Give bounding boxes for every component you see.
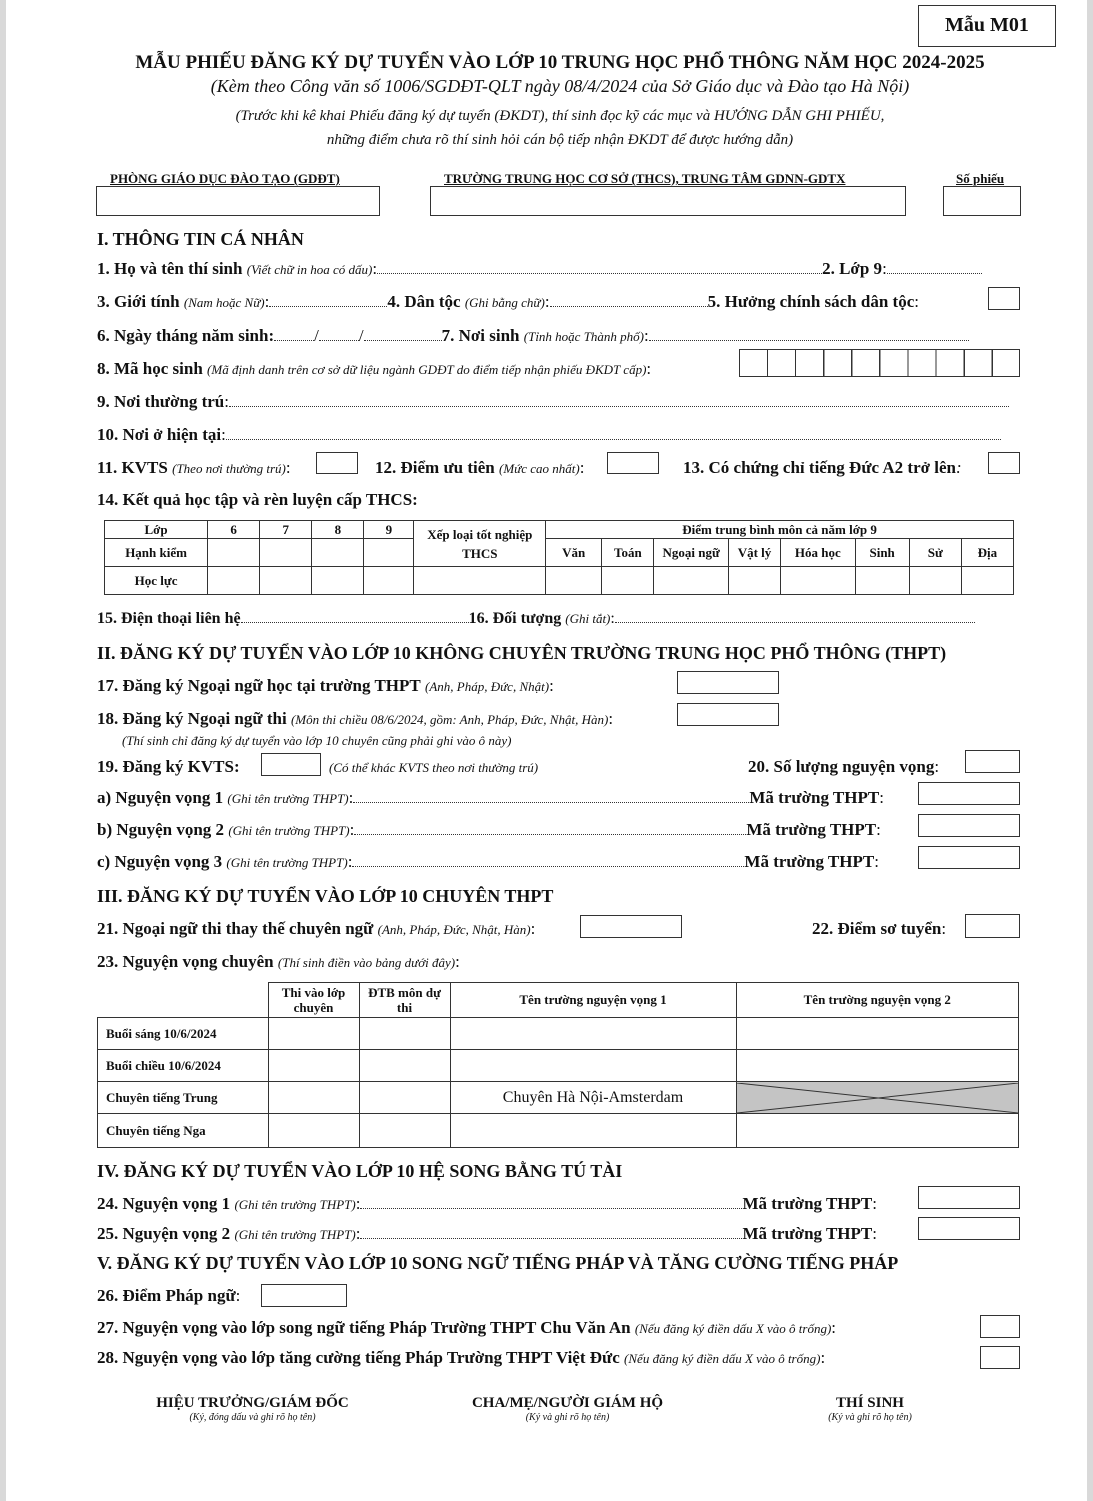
t23-row-sang: Buổi sáng 10/6/2024 <box>98 1018 269 1050</box>
birth-year-input[interactable] <box>364 328 442 341</box>
field-6-label: 6. Ngày tháng năm sinh: <box>97 326 275 345</box>
cell-hl-6[interactable] <box>208 567 260 595</box>
subject-sinh: Sinh <box>855 539 909 567</box>
cell-hoa-hoc[interactable] <box>781 567 856 595</box>
field-13-label-row: 13. Có chứng chỉ tiếng Đức A2 trở lên: <box>683 458 962 477</box>
field-2-label: 2. Lớp 9 <box>822 259 883 278</box>
field-10-label: 10. Nơi ở hiện tại <box>97 425 222 444</box>
t23-row-chieu: Buổi chiều 10/6/2024 <box>98 1050 269 1082</box>
wish-a-note: (Ghi tên trường THPT) <box>227 791 349 806</box>
specialized-wish-table <box>97 982 1019 1148</box>
t23-col-lop-chuyen: Thi vào lớp chuyên <box>268 983 359 1018</box>
target-group-input[interactable] <box>615 610 975 623</box>
french-score-input[interactable] <box>261 1284 347 1307</box>
col-grade-7: 7 <box>260 521 312 539</box>
truong-thcs-input[interactable] <box>430 186 906 216</box>
t23-chieu-nv1[interactable] <box>450 1050 736 1082</box>
t23-corner <box>98 983 269 1018</box>
guardian-signature-label: CHA/MẸ/NGƯỜI GIÁM HỘ <box>471 1395 664 1411</box>
field-8-note: (Mã định danh trên cơ sở dữ liệu ngành GDĐT do điểm tiếp nhận phiếu ĐKDT cấp) <box>207 362 647 377</box>
t23-nga-nv2[interactable] <box>736 1114 1019 1148</box>
cell-xep-loai[interactable] <box>414 567 546 595</box>
candidate-signature-note: (Ký và ghi rõ họ tên) <box>828 1412 912 1423</box>
candidate-signature[interactable] <box>790 1395 950 1423</box>
field-20-label: 20. Số lượng nguyện vọng <box>748 757 935 776</box>
birth-month-input[interactable] <box>319 328 359 341</box>
instruction-line-2: những điểm chưa rõ thí sinh hỏi cán bộ tiếp nhận ĐKDT để được hướng dẫn) <box>326 132 794 148</box>
wish-a-code-label: Mã trường THPT <box>749 788 880 807</box>
section-1-title: I. THÔNG TIN CÁ NHÂN <box>97 229 304 249</box>
field-27-label: 27. Nguyện vọng vào lớp song ngữ tiếng Pháp Trường THPT Chu Văn An <box>97 1318 631 1337</box>
field-7-note: (Tỉnh hoặc Thành phố) <box>523 329 645 344</box>
wish-c-code-input[interactable] <box>918 846 1020 869</box>
field-28-label: 28. Nguyện vọng vào lớp tăng cường tiếng Pháp Trường THPT Việt Đức <box>97 1348 620 1367</box>
wish-c-code-label: Mã trường THPT <box>744 852 875 871</box>
field-17-label: 17. Đăng ký Ngoại ngữ học tại trường THPT <box>97 676 421 695</box>
field-4-note: (Ghi bằng chữ) <box>464 295 545 310</box>
field-23-note: (Thí sinh điền vào bảng dưới đây) <box>277 955 456 970</box>
subject-vat-ly: Vật lý <box>728 539 780 567</box>
birth-day-input[interactable] <box>274 328 314 341</box>
field-25-code-label: Mã trường THPT <box>742 1224 873 1243</box>
col-lop: Lớp <box>105 521 208 539</box>
cell-vat-ly[interactable] <box>728 567 780 595</box>
field-25-note: (Ghi tên trường THPT) <box>234 1227 356 1242</box>
col-xep-loai: Xếp loại tốt nghiệp THCS <box>414 521 546 567</box>
field-18-note-2: (Thí sinh chỉ đăng ký dự tuyển vào lớp 10 chuyên cũng phải ghi vào ô này) <box>122 733 512 748</box>
field-24-code-input[interactable] <box>918 1186 1020 1209</box>
wish-b-label: b) Nguyện vọng 2 <box>97 820 225 839</box>
gender-input[interactable] <box>269 294 387 307</box>
field-24-school-input[interactable] <box>360 1196 742 1209</box>
full-name-input[interactable] <box>377 261 822 274</box>
field-22-row: 22. Điểm sơ tuyển: <box>812 919 947 938</box>
cell-hk-9[interactable] <box>364 539 414 567</box>
t23-nga-dtb[interactable] <box>359 1114 450 1148</box>
field-8-label: 8. Mã học sinh <box>97 359 203 378</box>
form-code: Mẫu M01 <box>945 14 1029 36</box>
field-16-label: 16. Đối tượng <box>468 610 562 627</box>
field-21-label: 21. Ngoại ngữ thi thay thế chuyên ngữ <box>97 919 374 938</box>
wish-c-school-input[interactable] <box>352 854 744 867</box>
field-23-row: 23. Nguyện vọng chuyên (Thí sinh điền vào bảng dưới đây): <box>97 952 460 971</box>
field-21-note: (Anh, Pháp, Đức, Nhật, Hàn) <box>377 922 531 937</box>
field-27-note: (Nếu đăng ký điền dấu X vào ô trống) <box>634 1321 832 1336</box>
german-a2-checkbox[interactable] <box>988 452 1020 474</box>
cell-van[interactable] <box>546 567 602 595</box>
substitute-language-input[interactable] <box>580 915 682 938</box>
ethnicity-input[interactable] <box>550 294 708 307</box>
field-7-label: 7. Nơi sinh <box>441 326 520 345</box>
field-23-label: 23. Nguyện vọng chuyên <box>97 952 274 971</box>
field-11-label: 11. KVTS <box>97 458 168 477</box>
permanent-address-input[interactable] <box>229 394 1009 407</box>
guardian-signature[interactable] <box>445 1395 690 1423</box>
t23-col-nv2: Tên trường nguyện vọng 2 <box>736 983 1019 1018</box>
field-24-note: (Ghi tên trường THPT) <box>234 1197 356 1212</box>
t23-sang-nv1[interactable] <box>450 1018 736 1050</box>
field-6-row: 6. Ngày tháng năm sinh: / / 7. Nơi sinh (Tỉnh hoặc Thành phố): <box>97 326 969 346</box>
wish-a-school-input[interactable] <box>353 790 749 803</box>
t23-col-dtb: ĐTB môn dự thi <box>359 983 450 1018</box>
cell-toan[interactable] <box>602 567 654 595</box>
field-24-row: 24. Nguyện vọng 1 (Ghi tên trường THPT): Mã trường THPT: <box>97 1194 877 1213</box>
field-18-note: (Môn thi chiều 08/6/2024, gồm: Anh, Pháp, Đức, Nhật, Hàn) <box>290 712 609 727</box>
so-phieu-label: Số phiếu <box>956 171 1005 186</box>
field-11-note: (Theo nơi thường trú) <box>172 461 286 476</box>
field-15-row: 15. Điện thoại liên hệ 16. Đối tượng (Ghi tắt): <box>97 610 975 628</box>
academic-results-table <box>104 520 1014 595</box>
subject-toan: Toán <box>602 539 654 567</box>
t23-row-trung: Chuyên tiếng Trung <box>98 1082 269 1114</box>
field-25-row: 25. Nguyện vọng 2 (Ghi tên trường THPT): Mã trường THPT: <box>97 1224 877 1243</box>
field-9-row: 9. Nơi thường trú: <box>97 392 1009 412</box>
cell-hl-7[interactable] <box>260 567 312 595</box>
field-11-row: 11. KVTS (Theo nơi thường trú): <box>97 458 291 477</box>
t23-nga-lop[interactable] <box>268 1114 359 1148</box>
priority-score-input[interactable] <box>607 452 659 474</box>
field-9-label: 9. Nơi thường trú <box>97 392 225 411</box>
wish-a-row: a) Nguyện vọng 1 (Ghi tên trường THPT): Mã trường THPT: <box>97 788 884 807</box>
field-3-row: 3. Giới tính (Nam hoặc Nữ): 4. Dân tộc (Ghi bằng chữ): 5. Hưởng chính sách dân tộc: <box>97 292 919 311</box>
col-grade-8: 8 <box>312 521 364 539</box>
guardian-signature-note: (Ký và ghi rõ họ tên) <box>525 1412 610 1423</box>
wish-b-row: b) Nguyện vọng 2 (Ghi tên trường THPT): Mã trường THPT: <box>97 820 881 839</box>
subject-van: Văn <box>546 539 602 567</box>
row-hoc-luc: Học lực <box>105 567 208 595</box>
field-16-note: (Ghi tắt) <box>565 611 611 626</box>
field-12-note: (Mức cao nhất) <box>499 461 580 476</box>
field-20-row: 20. Số lượng nguyện vọng: <box>748 757 940 776</box>
cell-hk-8[interactable] <box>312 539 364 567</box>
cell-hl-9[interactable] <box>364 567 414 595</box>
t23-trung-nv1: Chuyên Hà Nội-Amsterdam <box>450 1082 736 1114</box>
field-15-label: 15. Điện thoại liên hệ <box>97 610 241 627</box>
col-diem-header: Điểm trung bình môn cả năm lớp 9 <box>546 521 1014 539</box>
enhanced-french-checkbox[interactable] <box>980 1346 1020 1369</box>
field-12-label: 12. Điểm ưu tiên <box>375 458 495 477</box>
field-4-label: 4. Dân tộc <box>387 292 461 311</box>
kvts-input[interactable] <box>316 452 358 474</box>
col-grade-6: 6 <box>208 521 260 539</box>
section-5-title: V. ĐĂNG KÝ DỰ TUYỂN VÀO LỚP 10 SONG NGỮ TIẾNG PHÁP VÀ TĂNG CƯỜNG TIẾNG PHÁP <box>97 1253 899 1273</box>
truong-thcs-label: TRƯỜNG TRUNG HỌC CƠ SỞ (THCS), TRUNG TÂM GDNN-GDTX <box>444 171 846 186</box>
field-12-row: 12. Điểm ưu tiên (Mức cao nhất): <box>375 458 585 477</box>
instruction-line-1: (Trước khi kê khai Phiếu đăng ký dự tuyển (ĐKDT), thí sinh đọc kỹ các mục và HƯỚNG DẪN GHI PHIẾU, <box>235 108 885 124</box>
t23-sang-dtb[interactable] <box>359 1018 450 1050</box>
field-28-row: 28. Nguyện vọng vào lớp tăng cường tiếng Pháp Trường THPT Việt Đức (Nếu đăng ký điền dấu X vào ô trống): <box>97 1348 826 1367</box>
t23-sang-lop[interactable] <box>268 1018 359 1050</box>
field-1-note: (Viết chữ in hoa có dấu) <box>246 262 373 277</box>
field-19-label: 19. Đăng ký KVTS: <box>97 757 240 776</box>
wish-b-code-label: Mã trường THPT <box>746 820 877 839</box>
wish-a-label: a) Nguyện vọng 1 <box>97 788 224 807</box>
field-8-row: 8. Mã học sinh (Mã định danh trên cơ sở dữ liệu ngành GDĐT do điểm tiếp nhận phiếu ĐKDT cấp): <box>97 359 652 378</box>
wish-a-code-input[interactable] <box>918 782 1020 805</box>
phong-gddt-input[interactable] <box>96 186 380 216</box>
field-14-label: 14. Kết quả học tập và rèn luyện cấp THCS: <box>97 490 418 509</box>
field-24-label: 24. Nguyện vọng 1 <box>97 1194 231 1213</box>
field-18-label: 18. Đăng ký Ngoại ngữ thi <box>97 709 287 728</box>
t23-chieu-nv2[interactable] <box>736 1050 1019 1082</box>
class-9-input[interactable] <box>887 261 982 274</box>
field-25-code-input[interactable] <box>918 1217 1020 1240</box>
t23-col-nv1: Tên trường nguyện vọng 1 <box>450 983 736 1018</box>
t23-chieu-lop[interactable] <box>268 1050 359 1082</box>
field-3-label: 3. Giới tính <box>97 292 180 311</box>
bilingual-french-checkbox[interactable] <box>980 1315 1020 1338</box>
wish-c-label: c) Nguyện vọng 3 <box>97 852 223 871</box>
candidate-signature-label: THÍ SINH <box>836 1395 904 1411</box>
wish-c-row: c) Nguyện vọng 3 (Ghi tên trường THPT): Mã trường THPT: <box>97 852 879 871</box>
wish-count-input[interactable] <box>965 750 1020 773</box>
field-26-row: 26. Điểm Pháp ngữ: <box>97 1286 241 1305</box>
field-22-label: 22. Điểm sơ tuyển <box>812 919 942 938</box>
study-language-input[interactable] <box>677 671 779 694</box>
field-19-note: (Có thể khác KVTS theo nơi thường trú) <box>329 760 539 775</box>
field-10-row: 10. Nơi ở hiện tại: <box>97 425 1001 445</box>
col-grade-9: 9 <box>364 521 414 539</box>
field-21-row: 21. Ngoại ngữ thi thay thế chuyên ngữ (Anh, Pháp, Đức, Nhật, Hàn): <box>97 919 536 938</box>
phong-gddt-label: PHÒNG GIÁO DỤC ĐÀO TẠO (GDĐT) <box>110 171 340 186</box>
field-24-code-label: Mã trường THPT <box>742 1194 873 1213</box>
field-1-label: 1. Họ và tên thí sinh <box>97 259 243 278</box>
t23-chieu-dtb[interactable] <box>359 1050 450 1082</box>
ethnic-policy-checkbox[interactable] <box>988 287 1020 310</box>
subject-hoa-hoc: Hóa học <box>781 539 856 567</box>
row-hanh-kiem: Hạnh kiểm <box>105 539 208 567</box>
birthplace-input[interactable] <box>649 328 969 341</box>
cell-hl-8[interactable] <box>312 567 364 595</box>
field-18-row: 18. Đăng ký Ngoại ngữ thi (Môn thi chiều 08/6/2024, gồm: Anh, Pháp, Đức, Nhật, Hàn): <box>97 709 614 728</box>
principal-signature[interactable] <box>130 1395 375 1423</box>
crossed-out-cell <box>737 1083 1019 1113</box>
current-address-input[interactable] <box>226 427 1001 440</box>
student-id-input[interactable] <box>739 349 1020 377</box>
t23-trung-dtb[interactable] <box>359 1082 450 1114</box>
cell-hk-7[interactable] <box>260 539 312 567</box>
field-17-row: 17. Đăng ký Ngoại ngữ học tại trường THPT (Anh, Pháp, Đức, Nhật): <box>97 676 554 695</box>
subject-su: Sử <box>909 539 961 567</box>
form-subtitle: (Kèm theo Công văn số 1006/SGDĐT-QLT ngày 08/4/2024 của Sở Giáo dục và Đào tạo Hà Nội) <box>210 76 910 96</box>
cell-sinh[interactable] <box>855 567 909 595</box>
t23-trung-nv2-disabled <box>736 1082 1019 1114</box>
principal-signature-label: HIỆU TRƯỞNG/GIÁM ĐỐC <box>156 1395 349 1411</box>
principal-signature-note: (Ký, đóng dấu và ghi rõ họ tên) <box>189 1412 316 1423</box>
wish-b-school-input[interactable] <box>354 822 746 835</box>
cell-dia[interactable] <box>961 567 1013 595</box>
pre-selection-score-input[interactable] <box>965 914 1020 938</box>
wish-b-code-input[interactable] <box>918 814 1020 837</box>
so-phieu-input[interactable] <box>943 186 1021 216</box>
form-title: MẪU PHIẾU ĐĂNG KÝ DỰ TUYỂN VÀO LỚP 10 TRUNG HỌC PHỔ THÔNG NĂM HỌC 2024-2025 <box>135 52 985 73</box>
section-3-title: III. ĐĂNG KÝ DỰ TUYỂN VÀO LỚP 10 CHUYÊN THPT <box>97 886 554 906</box>
field-28-note: (Nếu đăng ký điền dấu X vào ô trống) <box>624 1351 821 1366</box>
phone-input[interactable] <box>241 610 469 623</box>
field-25-school-input[interactable] <box>360 1226 742 1239</box>
field-5-label: 5. Hưởng chính sách dân tộc <box>707 292 915 311</box>
cell-hk-6[interactable] <box>208 539 260 567</box>
subject-ngoai-ngu: Ngoại ngữ <box>654 539 729 567</box>
field-1-row: 1. Họ và tên thí sinh (Viết chữ in hoa có dấu): 2. Lớp 9: <box>97 259 982 279</box>
section-2-title: II. ĐĂNG KÝ DỰ TUYỂN VÀO LỚP 10 KHÔNG CHUYÊN TRƯỜNG TRUNG HỌC PHỔ THÔNG (THPT) <box>97 643 947 663</box>
kvts-register-input[interactable] <box>261 753 321 776</box>
field-17-note: (Anh, Pháp, Đức, Nhật) <box>424 679 550 694</box>
field-3-note: (Nam hoặc Nữ) <box>183 295 265 310</box>
section-4-title: IV. ĐĂNG KÝ DỰ TUYỂN VÀO LỚP 10 HỆ SONG BẰNG TÚ TÀI <box>97 1161 623 1181</box>
exam-language-input[interactable] <box>677 703 779 726</box>
t23-trung-lop[interactable] <box>268 1082 359 1114</box>
cell-su[interactable] <box>909 567 961 595</box>
t23-sang-nv2[interactable] <box>736 1018 1019 1050</box>
t23-nga-nv1[interactable] <box>450 1114 736 1148</box>
field-13-label: 13. Có chứng chỉ tiếng Đức A2 trở lên <box>683 458 956 477</box>
wish-c-note: (Ghi tên trường THPT) <box>226 855 348 870</box>
t23-row-nga: Chuyên tiếng Nga <box>98 1114 269 1148</box>
field-25-label: 25. Nguyện vọng 2 <box>97 1224 231 1243</box>
field-26-label: 26. Điểm Pháp ngữ <box>97 1286 236 1305</box>
cell-ngoai-ngu[interactable] <box>654 567 729 595</box>
subject-dia: Địa <box>961 539 1013 567</box>
field-27-row: 27. Nguyện vọng vào lớp song ngữ tiếng Pháp Trường THPT Chu Văn An (Nếu đăng ký điền dấu X vào ô trống): <box>97 1318 837 1337</box>
wish-b-note: (Ghi tên trường THPT) <box>228 823 350 838</box>
